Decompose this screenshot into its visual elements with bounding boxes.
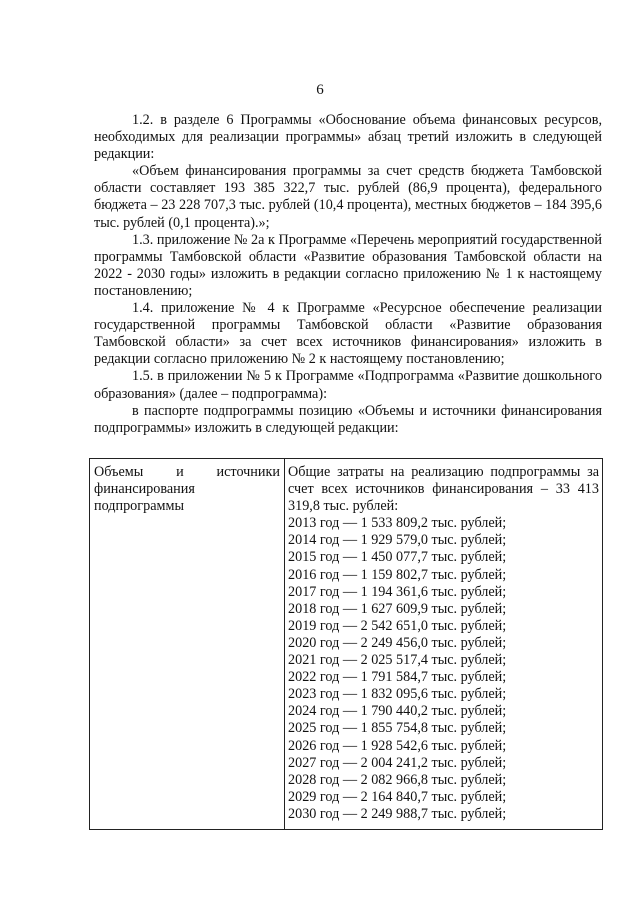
financing-table [89,458,603,830]
yearly-financing-row: 2027 год — 2 004 241,2 тыс. рублей; [288,754,507,771]
yearly-financing-row: 2028 год — 2 082 966,8 тыс. рублей; [288,771,507,788]
yearly-financing-row: 2020 год — 2 249 456,0 тыс. рублей; [288,634,507,651]
yearly-financing-row: 2026 год — 1 928 542,6 тыс. рублей; [288,737,507,754]
yearly-financing-row: 2022 год — 1 791 584,7 тыс. рублей; [288,669,507,686]
yearly-financing-row: 2014 год — 1 929 579,0 тыс. рублей; [288,532,507,549]
yearly-financing-row: 2023 год — 1 832 095,6 тыс. рублей; [288,686,507,703]
yearly-financing-row: 2015 год — 1 450 077,7 тыс. рублей; [288,549,507,566]
table-label-line [94,464,280,481]
paragraph-quote: «Объем финансирования программы за счет средств бюджета Тамбовской области составляет 193 385 322,7 тыс. рублей (86,9 процента), федерального бюджета – 23 228 707,3 тыс. рублей (10,4 процента), местных бюджетов – 184 395,6 тыс. рублей (0,1 процента).»; [94,163,602,231]
yearly-financing-row: 2013 год — 1 533 809,2 тыс. рублей; [288,515,507,532]
paragraph-1-5: 1.5. в приложении № 5 к Программе «Подпрограмма «Развитие дошкольного образования» (далее – подпрограмма): [94,368,602,402]
yearly-financing-row: 2030 год — 2 249 988,7 тыс. рублей; [288,805,507,822]
table-label-cell [94,464,280,515]
table-label-line: финансирования [94,481,195,498]
table-label-word: источники [216,464,280,480]
table-column-divider [284,459,285,829]
yearly-financing-row: 2016 год — 1 159 802,7 тыс. рублей; [288,566,507,583]
yearly-financing-list [288,515,599,823]
page-number: 6 [316,82,324,98]
table-label-word: Объемы [94,464,144,480]
yearly-financing-row: 2021 год — 2 025 517,4 тыс. рублей; [288,652,507,669]
yearly-financing-row: 2019 год — 2 542 651,0 тыс. рублей; [288,617,507,634]
yearly-financing-row: 2029 год — 2 164 840,7 тыс. рублей; [288,788,507,805]
yearly-financing-row: 2025 год — 1 855 754,8 тыс. рублей; [288,720,507,737]
table-value-cell [288,464,599,823]
yearly-financing-row: 2024 год — 1 790 440,2 тыс. рублей; [288,703,507,720]
paragraph-1-3: 1.3. приложение № 2а к Программе «Перечень мероприятий государственной программы Тамбовской области «Развитие образования Тамбовской области на 2022 - 2030 годы» изложить в редакции согласно приложению № 1 к настоящему постановлению; [94,231,602,299]
yearly-financing-row: 2018 год — 1 627 609,9 тыс. рублей; [288,600,507,617]
table-label-word: и [176,464,184,480]
yearly-financing-row: 2017 год — 1 194 361,6 тыс. рублей; [288,583,507,600]
paragraph-1-4: 1.4. приложение № 4 к Программе «Ресурсное обеспечение реализации государственной программы Тамбовской области «Развитие образования Тамбовской области» за счет всех источников финансирования» изложить в редакции согласно приложению № 2 к настоящему постановлению; [94,300,602,368]
paragraph-passport: в паспорте подпрограммы позицию «Объемы и источники финансирования подпрограммы» изложить в следующей редакции: [94,402,602,436]
body-text [94,112,602,437]
paragraph-1-2: 1.2. в разделе 6 Программы «Обоснование объема финансовых ресурсов, необходимых для реализации программы» абзац третий изложить в следующей редакции: [94,112,602,163]
total-financing-text: Общие затраты на реализацию подпрограммы за счет всех источников финансирования – 33 413 319,8 тыс. рублей: [288,464,599,515]
table-label-line: подпрограммы [94,498,184,515]
